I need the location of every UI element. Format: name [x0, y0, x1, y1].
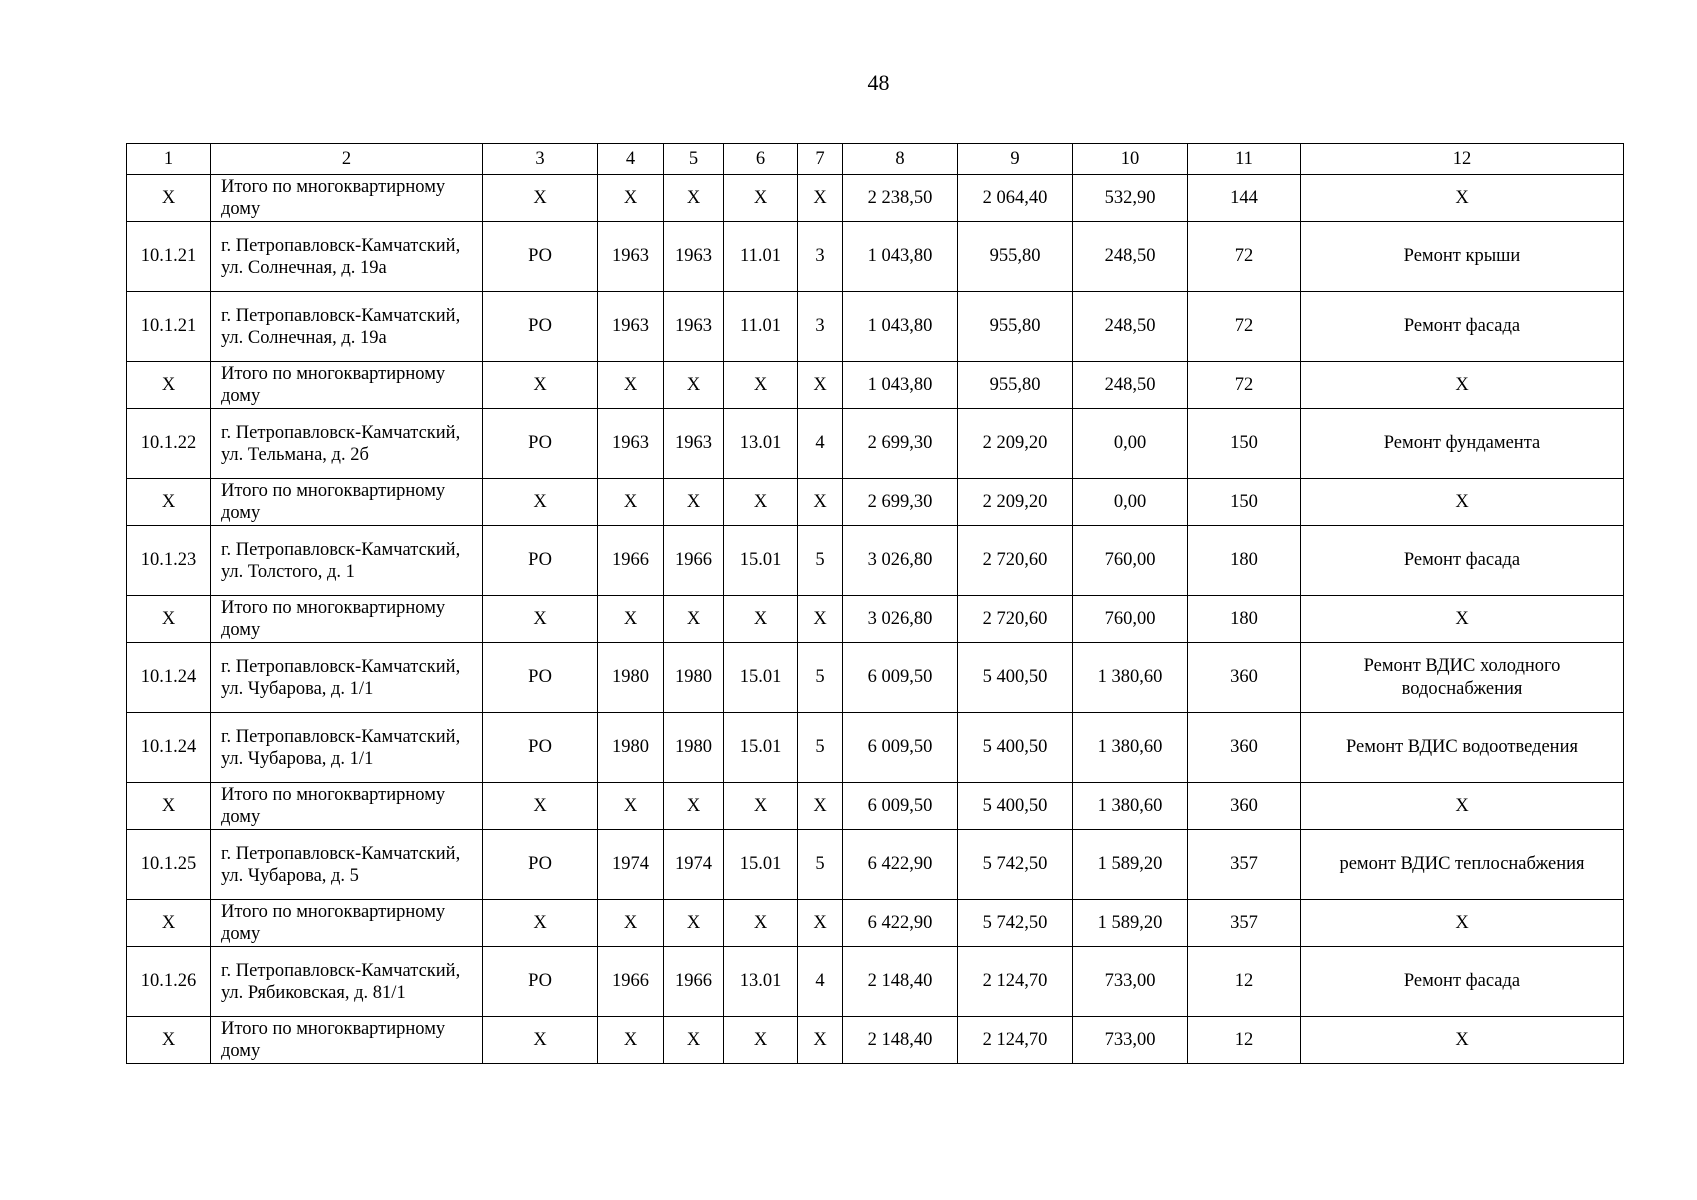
commission-year-cell: 1963 [664, 292, 724, 362]
row-code: Х [127, 1017, 211, 1064]
floors-cell: 3 [798, 292, 843, 362]
owner-type-cell: Х [483, 362, 598, 409]
living-area-cell: 955,80 [958, 222, 1073, 292]
commission-year-cell: 1963 [664, 222, 724, 292]
work-type-cell: Х [1301, 596, 1624, 643]
commission-year-cell: 1966 [664, 526, 724, 596]
row-code: 10.1.21 [127, 292, 211, 362]
commission-year-cell: 1963 [664, 409, 724, 479]
owner-type-cell: РО [483, 409, 598, 479]
table-row [127, 830, 1624, 900]
commission-year-cell: Х [664, 1017, 724, 1064]
nonliving-area-cell: 760,00 [1073, 526, 1188, 596]
table-row [127, 643, 1624, 713]
total-area-cell: 2 699,30 [843, 479, 958, 526]
nonliving-area-cell: 532,90 [1073, 175, 1188, 222]
build-year-cell: 1963 [598, 292, 664, 362]
total-area-cell: 6 009,50 [843, 783, 958, 830]
floors-cell: Х [798, 783, 843, 830]
residents-cell: 144 [1188, 175, 1301, 222]
total-area-cell: 1 043,80 [843, 222, 958, 292]
living-area-cell: 5 742,50 [958, 830, 1073, 900]
residents-cell: 72 [1188, 362, 1301, 409]
table-row-total [127, 900, 1624, 947]
work-type-cell: Х [1301, 900, 1624, 947]
living-area-cell: 5 742,50 [958, 900, 1073, 947]
wall-material-cell: Х [724, 479, 798, 526]
row-code: 10.1.26 [127, 947, 211, 1017]
owner-type-cell: РО [483, 830, 598, 900]
nonliving-area-cell: 1 380,60 [1073, 783, 1188, 830]
work-type-cell: Х [1301, 1017, 1624, 1064]
residents-cell: 180 [1188, 526, 1301, 596]
residents-cell: 360 [1188, 643, 1301, 713]
residents-cell: 180 [1188, 596, 1301, 643]
living-area-cell: 955,80 [958, 292, 1073, 362]
table-row-total [127, 479, 1624, 526]
floors-cell: Х [798, 1017, 843, 1064]
build-year-cell: Х [598, 362, 664, 409]
row-code: Х [127, 175, 211, 222]
work-type-cell: Х [1301, 783, 1624, 830]
build-year-cell: Х [598, 783, 664, 830]
address-cell: г. Петропавловск-Камчатский, ул. Солнечная, д. 19а [211, 222, 483, 292]
row-code: 10.1.23 [127, 526, 211, 596]
wall-material-cell: Х [724, 175, 798, 222]
residents-cell: 72 [1188, 292, 1301, 362]
floors-cell: 5 [798, 713, 843, 783]
work-type-cell: ремонт ВДИС теплоснабжения [1301, 830, 1624, 900]
column-number: 11 [1188, 144, 1301, 175]
table-row [127, 292, 1624, 362]
wall-material-cell: 15.01 [724, 643, 798, 713]
total-area-cell: 1 043,80 [843, 362, 958, 409]
floors-cell: 5 [798, 526, 843, 596]
column-number: 1 [127, 144, 211, 175]
table-row [127, 409, 1624, 479]
address-cell: г. Петропавловск-Камчатский, ул. Чубарова, д. 5 [211, 830, 483, 900]
owner-type-cell: РО [483, 713, 598, 783]
column-number: 2 [211, 144, 483, 175]
residents-cell: 12 [1188, 1017, 1301, 1064]
owner-type-cell: РО [483, 947, 598, 1017]
wall-material-cell: Х [724, 783, 798, 830]
nonliving-area-cell: 1 589,20 [1073, 900, 1188, 947]
work-type-cell: Х [1301, 362, 1624, 409]
residents-cell: 360 [1188, 713, 1301, 783]
owner-type-cell: Х [483, 596, 598, 643]
total-area-cell: 2 238,50 [843, 175, 958, 222]
nonliving-area-cell: 733,00 [1073, 1017, 1188, 1064]
living-area-cell: 5 400,50 [958, 783, 1073, 830]
living-area-cell: 2 124,70 [958, 947, 1073, 1017]
living-area-cell: 5 400,50 [958, 643, 1073, 713]
address-cell: г. Петропавловск-Камчатский, ул. Рябиковская, д. 81/1 [211, 947, 483, 1017]
table-row-total [127, 783, 1624, 830]
table-row [127, 222, 1624, 292]
residents-cell: 150 [1188, 479, 1301, 526]
work-type-cell: Ремонт крыши [1301, 222, 1624, 292]
row-code: 10.1.24 [127, 643, 211, 713]
commission-year-cell: Х [664, 362, 724, 409]
commission-year-cell: Х [664, 783, 724, 830]
column-number: 5 [664, 144, 724, 175]
build-year-cell: 1966 [598, 947, 664, 1017]
owner-type-cell: РО [483, 292, 598, 362]
row-code: Х [127, 900, 211, 947]
wall-material-cell: Х [724, 596, 798, 643]
build-year-cell: 1966 [598, 526, 664, 596]
address-cell: г. Петропавловск-Камчатский, ул. Толстого, д. 1 [211, 526, 483, 596]
work-type-cell: Х [1301, 175, 1624, 222]
commission-year-cell: Х [664, 175, 724, 222]
address-cell: Итого по многоквартирному дому [211, 362, 483, 409]
residents-cell: 360 [1188, 783, 1301, 830]
living-area-cell: 2 209,20 [958, 409, 1073, 479]
column-number: 4 [598, 144, 664, 175]
address-cell: г. Петропавловск-Камчатский, ул. Тельмана, д. 2б [211, 409, 483, 479]
table-row [127, 713, 1624, 783]
floors-cell: Х [798, 596, 843, 643]
living-area-cell: 2 720,60 [958, 526, 1073, 596]
floors-cell: Х [798, 362, 843, 409]
total-area-cell: 3 026,80 [843, 526, 958, 596]
owner-type-cell: РО [483, 643, 598, 713]
repair-register-table [126, 143, 1624, 1064]
address-cell: Итого по многоквартирному дому [211, 1017, 483, 1064]
build-year-cell: 1963 [598, 222, 664, 292]
nonliving-area-cell: 1 589,20 [1073, 830, 1188, 900]
wall-material-cell: Х [724, 1017, 798, 1064]
floors-cell: Х [798, 175, 843, 222]
table-row-total [127, 175, 1624, 222]
nonliving-area-cell: 760,00 [1073, 596, 1188, 643]
commission-year-cell: Х [664, 596, 724, 643]
floors-cell: 3 [798, 222, 843, 292]
row-code: 10.1.24 [127, 713, 211, 783]
total-area-cell: 6 009,50 [843, 713, 958, 783]
total-area-cell: 6 009,50 [843, 643, 958, 713]
column-number: 7 [798, 144, 843, 175]
floors-cell: 5 [798, 643, 843, 713]
row-code: 10.1.21 [127, 222, 211, 292]
total-area-cell: 6 422,90 [843, 900, 958, 947]
living-area-cell: 2 720,60 [958, 596, 1073, 643]
total-area-cell: 2 148,40 [843, 947, 958, 1017]
commission-year-cell: Х [664, 479, 724, 526]
nonliving-area-cell: 1 380,60 [1073, 713, 1188, 783]
owner-type-cell: Х [483, 479, 598, 526]
table-row [127, 526, 1624, 596]
build-year-cell: 1980 [598, 643, 664, 713]
build-year-cell: Х [598, 479, 664, 526]
row-code: 10.1.22 [127, 409, 211, 479]
nonliving-area-cell: 248,50 [1073, 222, 1188, 292]
commission-year-cell: Х [664, 900, 724, 947]
living-area-cell: 2 064,40 [958, 175, 1073, 222]
residents-cell: 150 [1188, 409, 1301, 479]
table-row-total [127, 362, 1624, 409]
work-type-cell: Ремонт фасада [1301, 526, 1624, 596]
build-year-cell: Х [598, 900, 664, 947]
column-number: 10 [1073, 144, 1188, 175]
work-type-cell: Ремонт фасада [1301, 292, 1624, 362]
row-code: Х [127, 362, 211, 409]
floors-cell: 5 [798, 830, 843, 900]
table-body [127, 144, 1624, 1064]
address-cell: г. Петропавловск-Камчатский, ул. Чубарова, д. 1/1 [211, 713, 483, 783]
total-area-cell: 3 026,80 [843, 596, 958, 643]
column-number: 3 [483, 144, 598, 175]
build-year-cell: Х [598, 596, 664, 643]
work-type-cell: Ремонт ВДИС водоотведения [1301, 713, 1624, 783]
column-number: 8 [843, 144, 958, 175]
table-row-total [127, 1017, 1624, 1064]
address-cell: Итого по многоквартирному дому [211, 783, 483, 830]
residents-cell: 12 [1188, 947, 1301, 1017]
build-year-cell: 1963 [598, 409, 664, 479]
row-code: Х [127, 783, 211, 830]
wall-material-cell: 11.01 [724, 222, 798, 292]
wall-material-cell: 11.01 [724, 292, 798, 362]
total-area-cell: 2 699,30 [843, 409, 958, 479]
row-code: 10.1.25 [127, 830, 211, 900]
address-cell: Итого по многоквартирному дому [211, 175, 483, 222]
owner-type-cell: Х [483, 900, 598, 947]
wall-material-cell: 15.01 [724, 713, 798, 783]
row-code: Х [127, 596, 211, 643]
nonliving-area-cell: 248,50 [1073, 362, 1188, 409]
commission-year-cell: 1966 [664, 947, 724, 1017]
living-area-cell: 5 400,50 [958, 713, 1073, 783]
total-area-cell: 1 043,80 [843, 292, 958, 362]
column-number: 9 [958, 144, 1073, 175]
residents-cell: 357 [1188, 830, 1301, 900]
wall-material-cell: Х [724, 900, 798, 947]
page-number: 48 [867, 70, 890, 95]
owner-type-cell: РО [483, 526, 598, 596]
total-area-cell: 6 422,90 [843, 830, 958, 900]
build-year-cell: 1974 [598, 830, 664, 900]
residents-cell: 72 [1188, 222, 1301, 292]
work-type-cell: Ремонт фундамента [1301, 409, 1624, 479]
floors-cell: 4 [798, 409, 843, 479]
nonliving-area-cell: 733,00 [1073, 947, 1188, 1017]
work-type-cell: Х [1301, 479, 1624, 526]
total-area-cell: 2 148,40 [843, 1017, 958, 1064]
floors-cell: 4 [798, 947, 843, 1017]
row-code: Х [127, 479, 211, 526]
work-type-cell: Ремонт фасада [1301, 947, 1624, 1017]
address-cell: Итого по многоквартирному дому [211, 596, 483, 643]
address-cell: Итого по многоквартирному дому [211, 479, 483, 526]
owner-type-cell: Х [483, 783, 598, 830]
address-cell: г. Петропавловск-Камчатский, ул. Чубарова, д. 1/1 [211, 643, 483, 713]
wall-material-cell: Х [724, 362, 798, 409]
column-number: 6 [724, 144, 798, 175]
table-row [127, 947, 1624, 1017]
commission-year-cell: 1974 [664, 830, 724, 900]
nonliving-area-cell: 1 380,60 [1073, 643, 1188, 713]
floors-cell: Х [798, 479, 843, 526]
build-year-cell: 1980 [598, 713, 664, 783]
wall-material-cell: 13.01 [724, 409, 798, 479]
wall-material-cell: 13.01 [724, 947, 798, 1017]
wall-material-cell: 15.01 [724, 526, 798, 596]
column-number: 12 [1301, 144, 1624, 175]
address-cell: Итого по многоквартирному дому [211, 900, 483, 947]
nonliving-area-cell: 248,50 [1073, 292, 1188, 362]
work-type-cell: Ремонт ВДИС холодного водоснабжения [1301, 643, 1624, 713]
owner-type-cell: Х [483, 175, 598, 222]
address-cell: г. Петропавловск-Камчатский, ул. Солнечная, д. 19а [211, 292, 483, 362]
living-area-cell: 2 124,70 [958, 1017, 1073, 1064]
residents-cell: 357 [1188, 900, 1301, 947]
living-area-cell: 955,80 [958, 362, 1073, 409]
column-number-row [127, 144, 1624, 175]
commission-year-cell: 1980 [664, 643, 724, 713]
wall-material-cell: 15.01 [724, 830, 798, 900]
table-row-total [127, 596, 1624, 643]
living-area-cell: 2 209,20 [958, 479, 1073, 526]
owner-type-cell: РО [483, 222, 598, 292]
commission-year-cell: 1980 [664, 713, 724, 783]
floors-cell: Х [798, 900, 843, 947]
owner-type-cell: Х [483, 1017, 598, 1064]
nonliving-area-cell: 0,00 [1073, 479, 1188, 526]
nonliving-area-cell: 0,00 [1073, 409, 1188, 479]
build-year-cell: Х [598, 175, 664, 222]
build-year-cell: Х [598, 1017, 664, 1064]
